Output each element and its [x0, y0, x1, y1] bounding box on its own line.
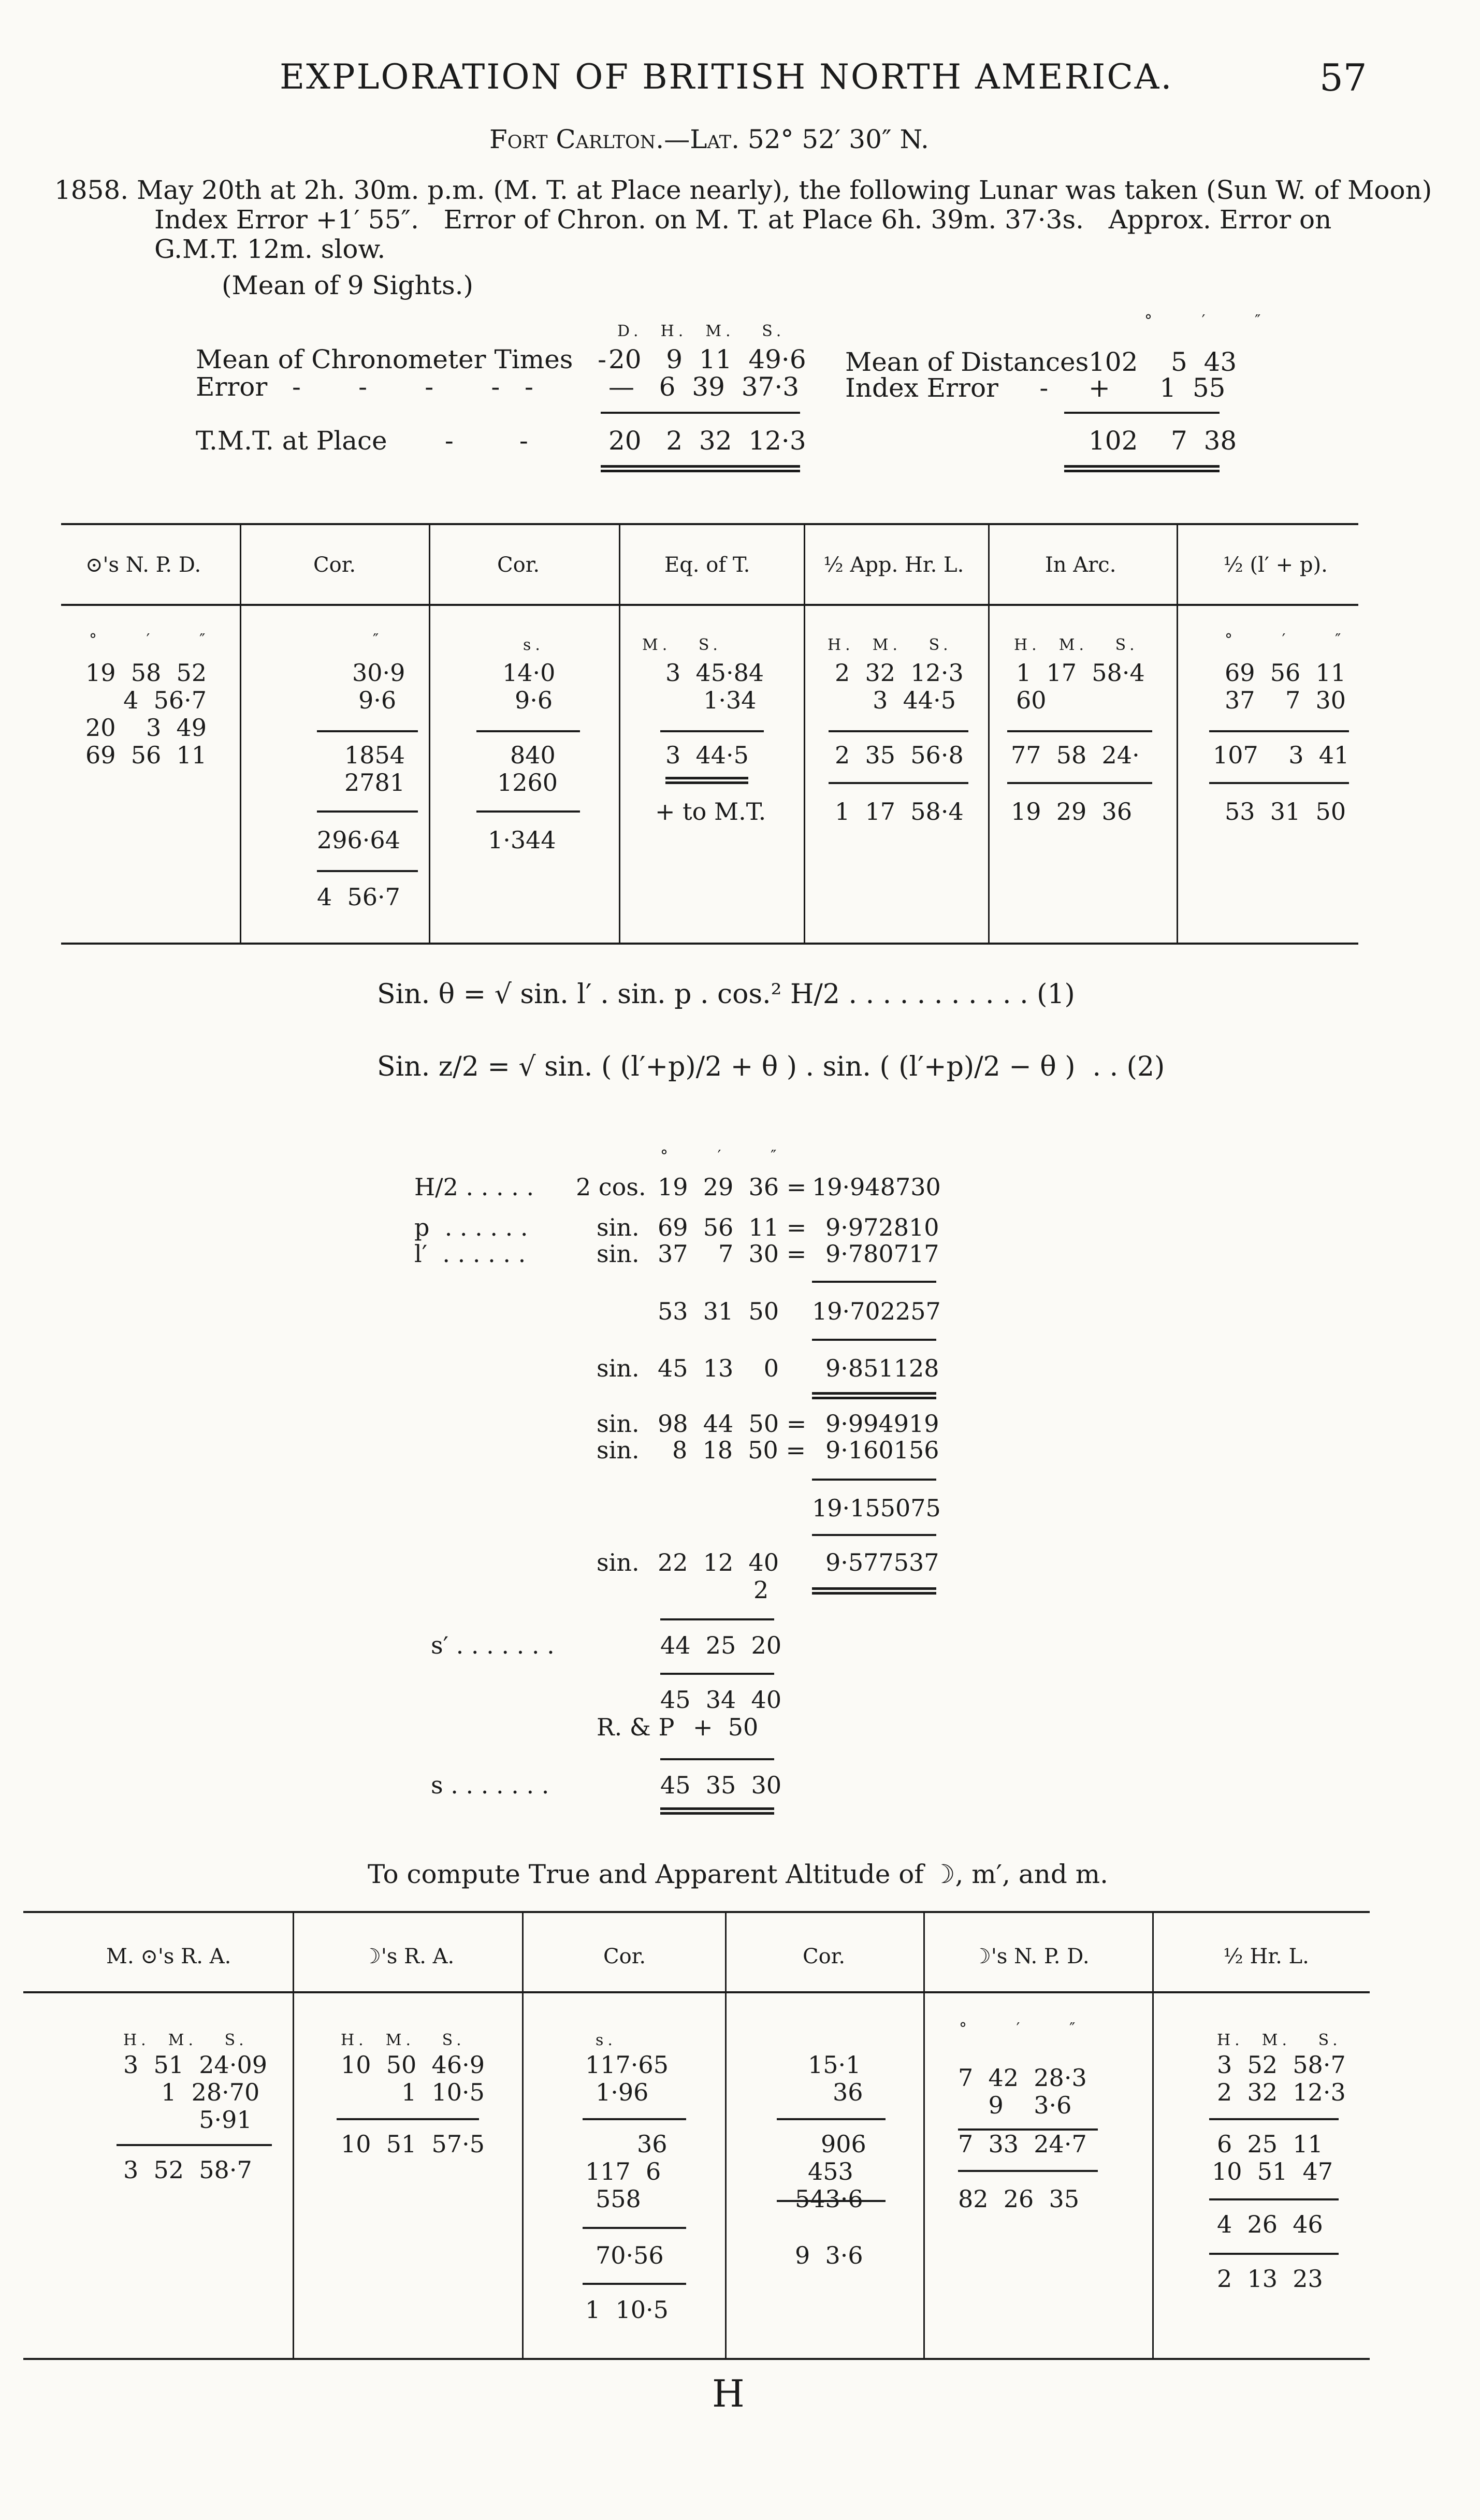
table1-col-sep-2	[429, 523, 430, 943]
table1-c0-r2: 20 3 49	[85, 714, 207, 742]
table2-c3-r1: 36	[833, 2078, 863, 2106]
table1-col-sep-4	[804, 523, 805, 943]
table2-col-sep-5	[1152, 1911, 1154, 2358]
table2-unit-0: H. M. S.	[123, 2031, 248, 2049]
table2-c4-r1: 9 3·6	[958, 2091, 1072, 2119]
comp-r8-res: 9·577537	[825, 1548, 939, 1576]
table2-c1-r1: 1 10·5	[341, 2078, 485, 2106]
table1-header-in-arc: In Arc.	[1045, 553, 1116, 577]
comp-rule-7	[660, 1758, 774, 1760]
computation-units: ° ′ ″	[660, 1147, 781, 1165]
table1-c5-r3: 19 29 36	[1011, 798, 1133, 825]
table1-c2-rule-1	[476, 730, 580, 732]
comp-rule-4	[812, 1534, 936, 1536]
table1-c5-r2: 77 58 24·	[1011, 741, 1140, 769]
table2-col-sep-2	[522, 1911, 524, 2358]
table1-c0-r0: 19 58 52	[85, 659, 207, 687]
table1-c2-r2: 840	[510, 741, 556, 769]
table1-c6-r3: 53 31 50	[1225, 798, 1346, 825]
table2-c5-rule-3	[1209, 2253, 1339, 2255]
table2-c2-rule-3	[583, 2283, 686, 2285]
table2-unit-1: H. M. S.	[341, 2031, 466, 2049]
table1-unit-2: s.	[523, 636, 544, 654]
table2-header-cor-1: Cor.	[603, 1945, 646, 1968]
table1-c6-rule-1	[1209, 730, 1349, 732]
table2-c2-r1: 1·96	[596, 2078, 649, 2106]
comp-r12-fn: R. & P	[597, 1713, 675, 1741]
table2-head-rule	[23, 1991, 1370, 1993]
table2-c2-r0: 117·65	[585, 2051, 669, 2079]
comp-rule-1	[812, 1281, 936, 1283]
table1-c4-rule-1	[829, 730, 968, 732]
summary-label-index: Index Error -	[845, 373, 1049, 403]
table2-c0-r0: 3 51 24·09	[123, 2051, 267, 2079]
altitude-subtitle: To compute True and Apparent Altitude of ☽, m′, and m.	[368, 1859, 1109, 1889]
table1-c3-r0: 3 45·84	[665, 659, 764, 687]
table1-c0-r3: 69 56 11	[85, 741, 207, 769]
comp-r0-arg: 19 29 36 =	[658, 1173, 807, 1201]
comp-r6-arg: 8 18 50 =	[672, 1436, 806, 1464]
table1-c3-r2: 3 44·5	[665, 741, 749, 769]
table1-unit-0: ° ′ ″	[89, 631, 210, 649]
comp-r2-res: 9·780717	[825, 1240, 939, 1268]
comp-r0-fn: 2 cos.	[576, 1173, 646, 1201]
intro-line-2: Index Error +1′ 55″. Error of Chron. on M. T. at Place 6h. 39m. 37·3s. Approx. Error on	[154, 205, 1332, 235]
table1-header-cor-1: Cor.	[313, 553, 356, 577]
table2-c2-r5: 70·56	[596, 2241, 664, 2269]
comp-r1-arg: 69 56 11 =	[658, 1213, 807, 1241]
table1-c2-rule-2	[476, 810, 580, 813]
table2-c5-r1: 2 32 12·3	[1217, 2078, 1346, 2106]
table1-c1-rule-2	[317, 810, 418, 813]
table1-c4-r0: 2 32 12·3	[835, 659, 964, 687]
table2-c4-r3: 82 26 35	[958, 2185, 1080, 2213]
table2-header-cor-2: Cor.	[803, 1945, 846, 1968]
table2-c3-r0: 15·1	[808, 2051, 861, 2079]
comp-r13-label: s . . . . . . .	[431, 1771, 549, 1799]
table1-col-sep-3	[619, 523, 620, 943]
summary-units-time: D. H. M. S.	[617, 322, 786, 340]
table1-c3-r3: + to M.T.	[655, 798, 766, 825]
table1-header-half-lp: ½ (l′ + p).	[1223, 553, 1328, 577]
table1-c0-r1: 4 56·7	[85, 686, 207, 714]
summary-value-chron: 20 9 11 49·6	[608, 344, 806, 374]
table1-c2-r4: 1·344	[488, 826, 556, 854]
comp-r12-arg: + 50	[693, 1713, 759, 1741]
table1-header-cor-2: Cor.	[497, 553, 540, 577]
summary-double-rule	[601, 465, 800, 472]
table1-c1-rule-3	[317, 870, 418, 872]
table1-c3-rule-1	[660, 730, 764, 732]
table2-c3-r5: 9 3·6	[795, 2241, 863, 2269]
table1-c4-r3: 1 17 58·4	[835, 798, 964, 825]
summary-value-error: — 6 39 37·3	[608, 372, 800, 402]
comp-r5-fn: sin.	[597, 1410, 640, 1438]
comp-r1-fn: sin.	[597, 1213, 640, 1241]
summary-rule	[601, 412, 800, 414]
table1-c1-rule-1	[317, 730, 418, 732]
intro-line-3: G.M.T. 12m. slow.	[154, 234, 386, 264]
formula-2: Sin. z/2 = √ sin. ( (l′+p)/2 + θ ) . sin. ( (l′+p)/2 − θ ) . . (2)	[377, 1051, 1165, 1082]
table2-unit-2: s.	[596, 2031, 617, 2049]
comp-double-rule-3	[660, 1807, 774, 1815]
table2-c4-r0: 7 42 28·3	[958, 2064, 1087, 2092]
table2-c0-r3: 3 52 58·7	[123, 2156, 252, 2184]
comp-r10-label: s′ . . . . . . .	[431, 1631, 555, 1659]
table1-unit-3: M. S.	[642, 636, 722, 654]
table1-unit-5: H. M. S.	[1014, 636, 1139, 654]
table1-header-sun-npd: ⊙'s N. P. D.	[85, 553, 201, 577]
summary-units-arc: ° ′ ″	[1144, 312, 1265, 330]
table2-c1-r2: 10 51 57·5	[341, 2130, 485, 2158]
table2-c5-r5: 2 13 23	[1217, 2265, 1323, 2293]
table2-c4-r2: 7 33 24·7	[958, 2130, 1087, 2158]
running-title: EXPLORATION OF BRITISH NORTH AMERICA.	[280, 57, 1173, 97]
comp-r13-arg: 45 35 30	[660, 1771, 782, 1799]
comp-r2-label: l′ . . . . . .	[414, 1240, 526, 1268]
comp-r0-res: 19·948730	[812, 1173, 941, 1201]
comp-r1-res: 9·972810	[825, 1213, 939, 1241]
comp-r3-res: 19·702257	[812, 1297, 941, 1325]
summary-value-distances: 102 5 43	[1089, 347, 1237, 377]
comp-rule-5	[660, 1618, 774, 1620]
table2-c5-rule-1	[1209, 2118, 1339, 2120]
comp-r4-fn: sin.	[597, 1354, 640, 1382]
comp-r2-fn: sin.	[597, 1240, 640, 1268]
table1-c6-r0: 69 56 11	[1225, 659, 1346, 687]
comp-r10-arg: 44 25 20	[660, 1631, 782, 1659]
table1-c1-r4: 296·64	[317, 826, 400, 854]
table2-c1-rule	[337, 2118, 479, 2120]
table2-c3-r2: 906	[821, 2130, 866, 2158]
place-heading: Fort Carlton.—Lat. 52° 52′ 30″ N.	[489, 124, 929, 154]
table1-c6-rule-2	[1209, 782, 1349, 784]
intro-line-4: (Mean of 9 Sights.)	[222, 270, 474, 300]
table1-col-sep-6	[1177, 523, 1178, 943]
summary-rule-arc	[1064, 412, 1220, 414]
table2-c5-r3: 10 51 47	[1212, 2157, 1333, 2185]
comp-r4-arg: 45 13 0	[658, 1354, 779, 1382]
table1-c2-r0: 14·0	[502, 659, 556, 687]
comp-rule-2	[812, 1339, 936, 1341]
table2-c1-r0: 10 50 46·9	[341, 2051, 485, 2079]
summary-label-chron: Mean of Chronometer Times -	[196, 344, 607, 374]
summary-label-error: Error - - - - -	[196, 372, 533, 402]
comp-r8-arg: 22 12 40	[658, 1548, 779, 1576]
summary-value-tmt: 20 2 32 12·3	[608, 426, 806, 456]
table1-c4-r1: 3 44·5	[835, 686, 956, 714]
table1-col-sep-1	[240, 523, 241, 943]
table1-c5-r1: 60	[1016, 686, 1047, 714]
table1-c1-r2: 1854	[344, 741, 405, 769]
table1-unit-1: ″	[373, 631, 383, 649]
table1-c4-r2: 2 35 56·8	[835, 741, 964, 769]
table1-c5-rule-1	[1007, 730, 1152, 732]
table1-c1-r0: 30·9	[352, 659, 405, 687]
comp-r5-res: 9·994919	[825, 1410, 939, 1438]
table2-c5-r2: 6 25 11	[1217, 2130, 1323, 2158]
table2-c2-r4: 558	[596, 2185, 641, 2213]
table2-c3-r3: 453	[808, 2157, 853, 2185]
comp-double-rule-1	[812, 1392, 936, 1399]
comp-rule-3	[812, 1479, 936, 1481]
table2-c5-r0: 3 52 58·7	[1217, 2051, 1346, 2079]
comp-r9-arg: 2	[753, 1576, 769, 1604]
table1-c3-double-rule	[665, 777, 748, 784]
comp-rule-6	[660, 1673, 774, 1675]
table1-c4-rule-2	[829, 782, 968, 784]
table2-c2-rule-2	[583, 2227, 686, 2229]
table2-c4-rule-2	[958, 2170, 1098, 2172]
comp-r8-fn: sin.	[597, 1548, 640, 1576]
comp-r5-arg: 98 44 50 =	[658, 1410, 807, 1438]
table2-c2-rule-1	[583, 2118, 686, 2120]
table2-header-half-hour-angle: ½ Hr. L.	[1223, 1945, 1309, 1968]
table2-header-moon-ra: ☽'s R. A.	[362, 1945, 455, 1968]
table2-c2-r3: 117 6	[585, 2157, 661, 2185]
comp-r11-arg: 45 34 40	[660, 1686, 782, 1714]
table2-c3-rule-1	[777, 2118, 886, 2120]
table1-c1-r5: 4 56·7	[317, 883, 400, 911]
table2-c0-rule	[117, 2144, 272, 2146]
table2-header-moon-npd: ☽'s N. P. D.	[973, 1945, 1090, 1968]
comp-r2-arg: 37 7 30 =	[658, 1240, 807, 1268]
summary-label-tmt: T.M.T. at Place - -	[196, 426, 528, 456]
table2-c3-r4: 543·6	[795, 2185, 863, 2213]
table1-c1-r3: 2781	[344, 769, 405, 796]
table2-c2-r6: 1 10·5	[585, 2296, 669, 2324]
comp-r4-res: 9·851128	[825, 1354, 939, 1382]
table2-unit-4: ° ′ ″	[959, 2020, 1080, 2038]
table1-header-half-hour-angle: ½ App. Hr. L.	[823, 553, 964, 577]
table2-c5-r4: 4 26 46	[1217, 2210, 1323, 2238]
table2-c5-rule-2	[1209, 2198, 1339, 2200]
comp-r6-res: 9·160156	[825, 1436, 939, 1464]
table2-c0-r1: 1 28·70	[123, 2078, 260, 2106]
summary-double-rule-arc	[1064, 465, 1220, 472]
table1-head-rule	[61, 604, 1358, 606]
table2-col-sep-3	[725, 1911, 727, 2358]
table2-col-sep-1	[293, 1911, 294, 2358]
table1-c3-r1: 1·34	[665, 686, 757, 714]
table2-col-sep-4	[923, 1911, 925, 2358]
comp-double-rule-2	[812, 1587, 936, 1595]
comp-r1-label: p . . . . . .	[414, 1213, 528, 1241]
table1-col-sep-5	[988, 523, 990, 943]
table1-unit-4: H. M. S.	[828, 636, 952, 654]
summary-value-distance-corrected: 102 7 38	[1089, 426, 1237, 456]
table1-unit-6: ° ′ ″	[1225, 631, 1345, 649]
table1-c2-r3: 1260	[497, 769, 558, 796]
table1-c1-r1: 9·6	[358, 686, 397, 714]
comp-r6-fn: sin.	[597, 1436, 640, 1464]
table1-c6-r1: 37 7 30	[1225, 686, 1346, 714]
intro-line-1: 1858. May 20th at 2h. 30m. p.m. (M. T. at Place nearly), the following Lunar was taken (Sun W. of Moon)	[54, 175, 1432, 205]
table1-c5-rule-2	[1007, 782, 1152, 784]
table1-top-rule	[61, 523, 1358, 525]
table1-bottom-rule	[61, 943, 1358, 945]
comp-r7-res: 19·155075	[812, 1494, 941, 1522]
table1-header-eq-time: Eq. of T.	[664, 553, 750, 577]
signature-mark: H	[712, 2372, 745, 2415]
table2-bottom-rule	[23, 2358, 1370, 2360]
summary-value-index: + 1 55	[1089, 373, 1226, 403]
summary-label-distances: Mean of Distances	[845, 347, 1089, 377]
table2-c2-r2: 36	[637, 2130, 668, 2158]
table1-c2-r1: 9·6	[515, 686, 553, 714]
table2-unit-5: H. M. S.	[1217, 2031, 1342, 2049]
comp-r0-label: H/2 . . . . .	[414, 1173, 534, 1201]
formula-1: Sin. θ = √ sin. l′ . sin. p . cos.² H/2 . . . . . . . . . . . (1)	[377, 979, 1075, 1010]
table2-header-sun-ra: M. ⊙'s R. A.	[106, 1945, 231, 1968]
table2-c0-r2: 5·91	[123, 2106, 252, 2134]
table2-top-rule	[23, 1911, 1370, 1913]
page-number: 57	[1319, 56, 1367, 99]
table1-c6-r2: 107 3 41	[1213, 741, 1350, 769]
comp-r3-arg: 53 31 50	[658, 1297, 779, 1325]
table1-c5-r0: 1 17 58·4	[1016, 659, 1145, 687]
